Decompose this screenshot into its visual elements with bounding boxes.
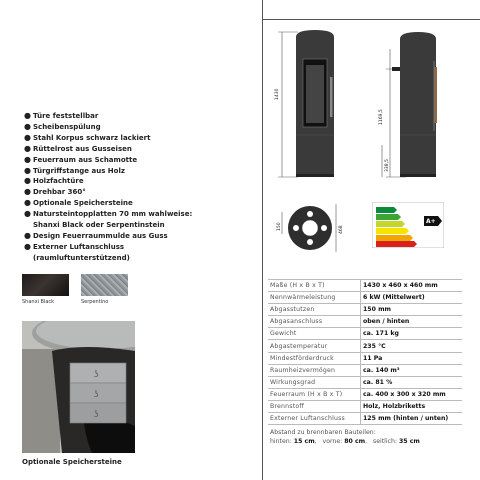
table-row: Abgasstutzen 150 mm (268, 304, 462, 316)
table-row: Abgastemperatur 235 °C (268, 340, 462, 352)
table-row: Wirkungsgrad ca. 81 % (268, 376, 462, 388)
top-rule (262, 19, 480, 20)
energy-label (372, 202, 444, 248)
bullet-icon: ● (24, 230, 31, 240)
feature-item: ● Türe feststellbar (24, 111, 99, 120)
feature-subline: Shanxi Black oder Serpentinstein (33, 221, 165, 230)
feature-item: ● Optionale Speichersteine (24, 198, 133, 208)
front-view-drawing (270, 27, 350, 179)
photo-caption: Optionale Speichersteine (22, 458, 122, 466)
bullet-icon: ● (24, 143, 31, 153)
swatch-shanxi-black (22, 274, 69, 296)
svg-text:ʖ: ʖ (94, 410, 99, 420)
feature-item: ● Türgriffstange aus Holz (24, 165, 125, 175)
bullet-icon: ● (24, 187, 31, 197)
feature-item: ● Rüttelrost aus Gusseisen (24, 143, 132, 153)
bullet-icon: ● (24, 132, 31, 142)
spec-table (268, 279, 462, 425)
svg-text:ʖ: ʖ (94, 370, 99, 380)
feature-subline: (raumluftunterstützend) (33, 253, 130, 262)
clearance-title: Abstand zu brennbaren Bauteilen: (270, 429, 376, 436)
side-view-drawing (378, 27, 458, 179)
swatch-label-right: Serpentino (81, 299, 109, 305)
bullet-icon: ● (24, 198, 31, 208)
energy-class-badge: A+ (426, 218, 436, 225)
feature-item: ● Holzfachtüre (24, 176, 84, 186)
top-view-drawing (276, 198, 342, 258)
swatch-label-left: Shanxi Black (22, 299, 55, 305)
dim-top-width: 468 (339, 225, 344, 234)
table-row: Brennstoff Holz, Holzbriketts (268, 400, 462, 412)
feature-item: ● Drehbar 360° (24, 187, 86, 197)
svg-text:ʖ: ʖ (94, 390, 99, 400)
clearance-values: hinten: 15 cm, vorne: 80 cm, seitlich: 35 cm (270, 438, 420, 445)
feature-item: ● Externer Luftanschluss (24, 241, 125, 251)
dim-height-front: 1430 (275, 88, 280, 100)
feature-item: ● Natursteintopplatten 70 mm wahlweise: (24, 209, 193, 219)
bullet-icon: ● (24, 241, 31, 251)
vertical-divider (262, 0, 263, 480)
bullet-icon: ● (24, 111, 31, 120)
table-row: Externer Luftanschluss 125 mm (hinten / unten) (268, 413, 462, 425)
feature-item: ● Design Feuerraummulde aus Guss (24, 230, 168, 240)
feature-item: ● Stahl Korpus schwarz lackiert (24, 132, 151, 142)
table-row: Maße (H x B x T) 1430 x 460 x 460 mm (268, 280, 462, 292)
bullet-icon: ● (24, 209, 31, 219)
dim-height-side: 1169,5 (379, 109, 384, 125)
dim-small-side: 338,5 (385, 159, 390, 172)
table-row: Nennwärmeleistung 6 kW (Mittelwert) (268, 292, 462, 304)
dim-top-depth: 150 (277, 222, 282, 231)
table-row: Abgasanschluss oben / hinten (268, 316, 462, 328)
bullet-icon: ● (24, 121, 31, 131)
bullet-icon: ● (24, 176, 31, 186)
bullet-icon: ● (24, 165, 31, 175)
bullet-icon: ● (24, 154, 31, 164)
swatch-serpentino (81, 274, 128, 296)
storage-stones-photo (22, 321, 135, 453)
clearance-note (270, 428, 420, 446)
table-row: Gewicht ca. 171 kg (268, 328, 462, 340)
table-row: Mindestförderdruck 11 Pa (268, 352, 462, 364)
feature-list (24, 111, 192, 264)
feature-item: ● Scheibenspülung (24, 121, 101, 131)
table-row: Feuerraum (H x B x T) ca. 400 x 300 x 320 mm (268, 388, 462, 400)
feature-item: ● Feuerraum aus Schamotte (24, 154, 138, 164)
table-row: Raumheizvermögen ca. 140 m³ (268, 364, 462, 376)
